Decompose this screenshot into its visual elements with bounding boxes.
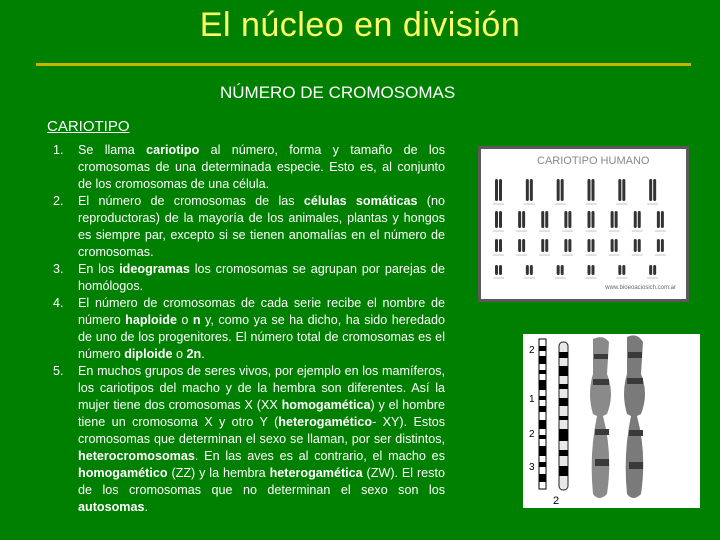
chromosome-number: 2 bbox=[553, 495, 560, 507]
karyotype-chromosome bbox=[495, 179, 498, 201]
bold-term: autosomas bbox=[78, 500, 145, 514]
karyotype-chromosome bbox=[564, 239, 567, 252]
list-text: o bbox=[172, 347, 187, 361]
karyotype-chromosome bbox=[522, 239, 525, 252]
karyotype-chromosome bbox=[611, 211, 614, 228]
list-text: ) y el hombre tiene un cromosoma X y otro Y ( bbox=[78, 398, 446, 429]
band-label: 3 bbox=[529, 462, 535, 473]
bold-term: haploide bbox=[125, 313, 177, 327]
karyotype-chromosome bbox=[499, 265, 502, 275]
karyotype-chromosome bbox=[499, 179, 502, 201]
title-divider bbox=[36, 63, 691, 66]
bold-term: diploide bbox=[124, 347, 173, 361]
definition-list bbox=[50, 142, 445, 516]
karyotype-chromosome bbox=[557, 265, 560, 275]
karyotype-chromosome bbox=[618, 179, 621, 201]
karyotype-chromosome bbox=[588, 239, 591, 252]
karyotype-title: CARIOTIPO HUMANO bbox=[537, 155, 650, 167]
karyotype-chromosome bbox=[638, 239, 641, 252]
karyotype-chromosome bbox=[618, 265, 621, 275]
list-item-number: 3. bbox=[53, 262, 64, 276]
karyotype-chromosome bbox=[499, 239, 502, 252]
slide-title: El núcleo en división bbox=[199, 6, 521, 44]
karyotype-chromosome bbox=[588, 265, 591, 275]
list-item-number: 2. bbox=[53, 194, 64, 208]
list-text: . bbox=[144, 500, 148, 514]
bold-term: ideogramas bbox=[119, 262, 190, 276]
karyotype-chromosome bbox=[615, 239, 618, 252]
list-text: - XY). Estos cromosomas que determinan el sexo se llaman, por ser distintos, bbox=[78, 415, 445, 446]
band-label: 2 bbox=[529, 429, 535, 440]
bold-term: heterogamético bbox=[278, 415, 373, 429]
list-item bbox=[50, 193, 445, 261]
karyotype-chromosome bbox=[530, 179, 533, 201]
karyotype-chromosome bbox=[545, 211, 548, 228]
karyotype-chromosome bbox=[526, 179, 529, 201]
bold-term: heterogamética bbox=[269, 466, 363, 480]
karyotype-chromosome bbox=[649, 265, 652, 275]
list-item bbox=[50, 295, 445, 363]
section-heading: CARIOTIPO bbox=[47, 118, 130, 135]
karyotype-chromosome bbox=[622, 179, 625, 201]
karyotype-chromosome bbox=[568, 211, 571, 228]
karyotype-chromosome bbox=[592, 265, 595, 275]
karyotype-chromosome bbox=[568, 239, 571, 252]
karyotype-chromosome bbox=[530, 265, 533, 275]
bold-term: cariotipo bbox=[146, 143, 200, 157]
karyotype-chromosome bbox=[564, 211, 567, 228]
karyotype-chromosome bbox=[634, 211, 637, 228]
karyotype-chromosome bbox=[661, 239, 664, 252]
slide-subtitle: NÚMERO DE CROMOSOMAS bbox=[220, 83, 456, 102]
list-text: al número, forma y tamaño de los cromosomas de una determinada especie. Esto es, al conjunto de los cromosomas de una célula. bbox=[78, 143, 445, 191]
bold-term: homogamética bbox=[281, 398, 371, 412]
list-text: (ZW). El resto de los cromosomas que no determinan el sexo son los bbox=[78, 466, 445, 497]
karyotype-chromosome bbox=[588, 179, 591, 201]
list-item-number: 4. bbox=[53, 296, 64, 310]
karyotype-chromosome bbox=[622, 265, 625, 275]
list-text: los cromosomas se agrupan por parejas de homólogos. bbox=[78, 262, 445, 293]
karyotype-chromosome bbox=[657, 211, 660, 228]
chromosome-image bbox=[523, 334, 700, 508]
list-item bbox=[50, 142, 445, 193]
karyotype-chromosomes bbox=[481, 149, 686, 299]
list-text: (no reproductoras) de la mayoría de los animales, plantas y hongos es siempre par, excepto si se tienen anomalías en el número de cromosomas. bbox=[78, 194, 445, 259]
karyotype-chromosome bbox=[557, 179, 560, 201]
karyotype-chromosome bbox=[638, 211, 641, 228]
list-item-number: 1. bbox=[53, 143, 64, 157]
karyotype-chromosome bbox=[518, 239, 521, 252]
list-text: . bbox=[201, 347, 205, 361]
karyotype-chromosome bbox=[522, 211, 525, 228]
chromosome-drawing bbox=[523, 334, 700, 508]
list-text: . En las aves es al contrario, el macho es bbox=[194, 449, 445, 463]
band-label: 1 bbox=[529, 394, 535, 405]
bold-term: homogamético bbox=[78, 466, 168, 480]
list-text: Se llama bbox=[78, 143, 147, 157]
karyotype-chromosome bbox=[499, 211, 502, 228]
karyotype-chromosome bbox=[561, 265, 564, 275]
karyotype-chromosome bbox=[495, 211, 498, 228]
karyotype-chromosome bbox=[657, 239, 660, 252]
karyotype-image bbox=[478, 146, 689, 302]
karyotype-chromosome bbox=[653, 179, 656, 201]
karyotype-chromosome bbox=[592, 211, 595, 228]
karyotype-chromosome bbox=[615, 211, 618, 228]
karyotype-chromosome bbox=[518, 211, 521, 228]
list-text: El número de cromosomas de cada serie recibe el nombre de número bbox=[78, 296, 445, 327]
karyotype-chromosome bbox=[495, 239, 498, 252]
list-item-number: 5. bbox=[53, 364, 64, 378]
karyotype-chromosome bbox=[661, 211, 664, 228]
karyotype-chromosome bbox=[634, 239, 637, 252]
karyotype-chromosome bbox=[526, 265, 529, 275]
list-text: En los bbox=[78, 262, 120, 276]
karyotype-chromosome bbox=[561, 179, 564, 201]
list-item bbox=[50, 261, 445, 295]
bold-term: células somáticas bbox=[303, 194, 418, 208]
bold-term: 2n bbox=[186, 347, 202, 361]
list-text: y, como ya se ha dicho, ha sido heredado de uno de los progenitores. El número total de cromosomas es el número bbox=[78, 313, 445, 361]
band-label: 2 bbox=[529, 345, 535, 356]
karyotype-chromosome bbox=[611, 239, 614, 252]
list-item bbox=[50, 363, 445, 516]
list-text: En muchos grupos de seres vivos, por ejemplo en los mamíferos, los cariotipos del macho y de la hembra son diferentes. Así la mujer tiene dos cromosomas X (XX bbox=[78, 364, 445, 412]
list-text: (ZZ) y la hembra bbox=[167, 466, 270, 480]
karyotype-chromosome bbox=[541, 211, 544, 228]
list-text: El número de cromosomas de las bbox=[78, 194, 304, 208]
list-text: o bbox=[176, 313, 193, 327]
karyotype-chromosome bbox=[592, 179, 595, 201]
karyotype-source: www.bioeoaciosich.com.ar bbox=[605, 285, 676, 291]
bold-term: n bbox=[192, 313, 201, 327]
karyotype-chromosome bbox=[653, 265, 656, 275]
karyotype-chromosome bbox=[592, 239, 595, 252]
karyotype-chromosome bbox=[649, 179, 652, 201]
bold-term: heterocromosomas bbox=[78, 449, 195, 463]
karyotype-chromosome bbox=[495, 265, 498, 275]
karyotype-chromosome bbox=[541, 239, 544, 252]
karyotype-chromosome bbox=[545, 239, 548, 252]
karyotype-chromosome bbox=[588, 211, 591, 228]
